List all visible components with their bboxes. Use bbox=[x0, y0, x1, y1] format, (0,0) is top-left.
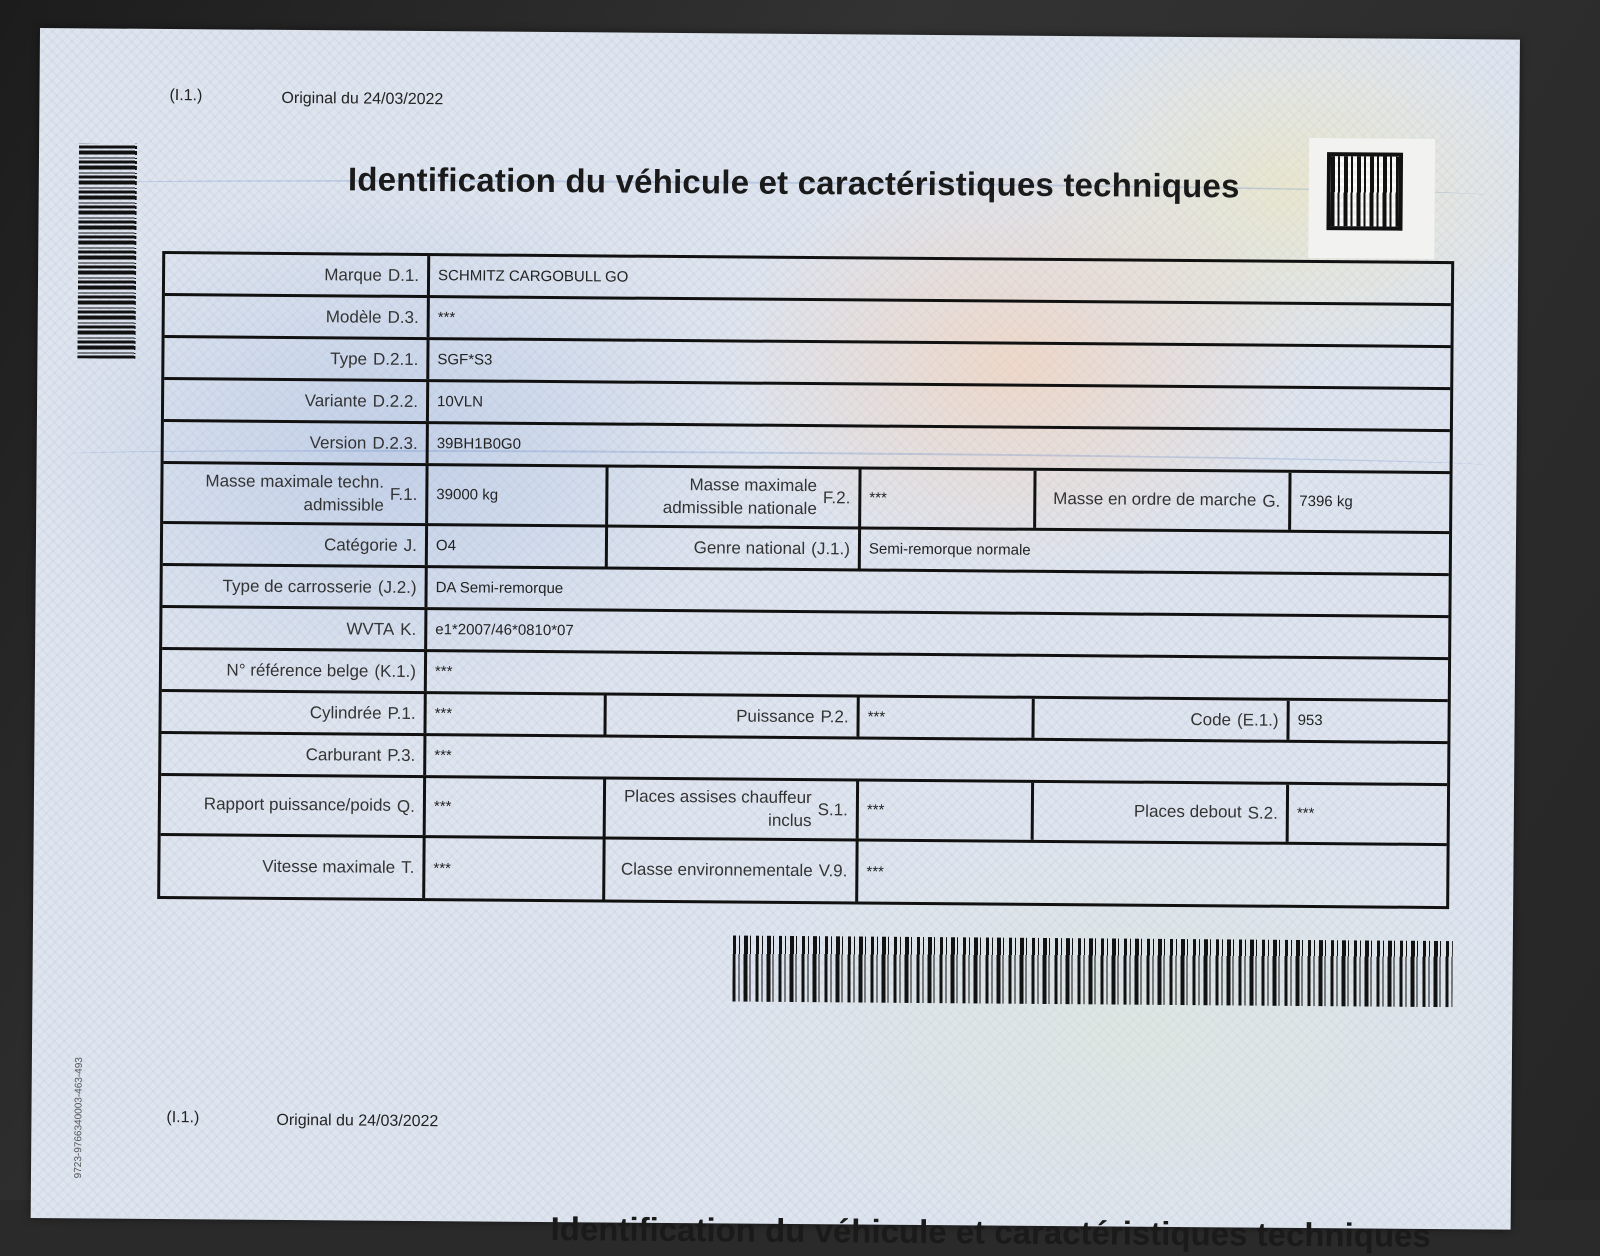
f1-value: 39000 kg bbox=[428, 466, 608, 524]
wvta-code: K. bbox=[400, 619, 417, 639]
categorie-label: Catégorie bbox=[323, 534, 398, 555]
rapport-value: *** bbox=[426, 778, 606, 836]
modele-value: *** bbox=[437, 309, 456, 327]
rapport-code: Q. bbox=[396, 796, 415, 816]
vitesse-code: T. bbox=[401, 857, 415, 877]
rapport-label: Rapport puissance/poids bbox=[203, 794, 392, 816]
categorie-code: J. bbox=[403, 535, 418, 555]
cylindree-label: Cylindrée bbox=[309, 702, 382, 723]
wvta-label: WVTA bbox=[346, 618, 395, 639]
s2-value: *** bbox=[1296, 804, 1315, 823]
label-cell bbox=[161, 734, 426, 775]
type-label: Type bbox=[330, 348, 368, 369]
modele-label: Modèle bbox=[325, 306, 382, 327]
label-cell bbox=[163, 464, 428, 523]
genre-code: (J.1.) bbox=[811, 538, 851, 558]
modele-code: D.3. bbox=[387, 307, 419, 327]
code-code: (E.1.) bbox=[1236, 709, 1279, 730]
marque-value: SCHMITZ CARGOBULL GO bbox=[438, 267, 629, 286]
document-sheet bbox=[31, 28, 1520, 1254]
label-cell bbox=[1034, 783, 1289, 842]
marque-code: D.1. bbox=[387, 265, 420, 285]
f2-code: F.2. bbox=[822, 487, 851, 507]
marque-label: Marque bbox=[324, 264, 382, 285]
table-row bbox=[160, 836, 1446, 906]
s2-code: S.2. bbox=[1247, 803, 1278, 823]
type-code: D.2.1. bbox=[372, 349, 419, 369]
vertical-barcode bbox=[77, 143, 137, 358]
carrosserie-code: (J.2.) bbox=[377, 577, 417, 597]
f2-value: *** bbox=[861, 469, 1036, 527]
qr-code bbox=[1308, 138, 1435, 259]
version-value: 39BH1B0G0 bbox=[436, 435, 522, 453]
label-cell bbox=[163, 524, 428, 565]
label-cell bbox=[164, 380, 429, 421]
cylindree-value: *** bbox=[426, 694, 606, 734]
code-value: 953 bbox=[1297, 711, 1323, 730]
variante-label: Variante bbox=[304, 390, 367, 411]
code-label: Code bbox=[1190, 709, 1232, 729]
label-cell bbox=[165, 296, 430, 337]
vehicle-data-table bbox=[157, 251, 1454, 909]
label-cell bbox=[160, 836, 425, 898]
g-value: 7396 kg bbox=[1299, 492, 1353, 511]
table-row bbox=[163, 464, 1449, 534]
puissance-value: *** bbox=[859, 697, 1034, 737]
g-code: G. bbox=[1262, 491, 1281, 511]
horizontal-barcode bbox=[732, 935, 1452, 1007]
label-cell bbox=[162, 608, 427, 649]
label-cell bbox=[162, 566, 427, 607]
label-cell bbox=[606, 779, 859, 838]
version-code: D.2.3. bbox=[372, 433, 418, 453]
label-cell bbox=[164, 338, 429, 379]
ref-belge-code: (K.1.) bbox=[374, 661, 417, 681]
document-title: Identification du véhicule et caractéristiques techniques bbox=[347, 160, 1240, 205]
label-cell bbox=[161, 692, 426, 733]
header-ref: (I.1.) bbox=[169, 87, 203, 105]
label-cell bbox=[1036, 471, 1291, 530]
f1-label: Masse maximale techn. admissible bbox=[205, 471, 385, 515]
label-cell bbox=[608, 527, 861, 568]
ref-belge-label: N° référence belge bbox=[226, 659, 369, 681]
ref-belge-value: *** bbox=[434, 663, 453, 681]
label-cell bbox=[1034, 699, 1289, 740]
carrosserie-label: Type de carrosserie bbox=[222, 575, 372, 597]
vitesse-value: *** bbox=[425, 838, 605, 899]
s2-label: Places debout bbox=[1133, 802, 1242, 822]
s1-value: *** bbox=[859, 781, 1034, 839]
v9-label: Classe environnementale bbox=[620, 859, 813, 881]
carburant-label: Carburant bbox=[305, 744, 382, 765]
categorie-value: O4 bbox=[428, 526, 608, 566]
genre-label: Genre national bbox=[693, 537, 806, 558]
carrosserie-value: DA Semi-remorque bbox=[435, 579, 564, 598]
label-cell bbox=[161, 776, 426, 835]
genre-value: Semi-remorque normale bbox=[868, 540, 1031, 559]
s1-label: Places assises chauffeur inclus bbox=[623, 787, 812, 830]
vitesse-label: Vitesse maximale bbox=[262, 856, 396, 877]
puissance-label: Puissance bbox=[736, 705, 815, 726]
variante-value: 10VLN bbox=[437, 393, 484, 411]
side-serial-code: 9723-9766340003-463-493 bbox=[72, 1057, 85, 1179]
label-cell bbox=[165, 254, 430, 295]
type-value: SGF*S3 bbox=[437, 351, 493, 369]
s1-code: S.1. bbox=[817, 799, 848, 819]
label-cell bbox=[605, 839, 858, 901]
label-cell bbox=[608, 467, 861, 526]
footer-ref: (I.1.) bbox=[166, 1109, 200, 1127]
label-cell bbox=[162, 650, 427, 691]
label-cell bbox=[164, 422, 429, 463]
carburant-code: P.3. bbox=[387, 745, 416, 765]
wvta-value: e1*2007/46*0810*07 bbox=[435, 621, 574, 640]
variante-code: D.2.2. bbox=[372, 391, 419, 411]
v9-code: V.9. bbox=[818, 861, 848, 881]
cylindree-code: P.1. bbox=[387, 703, 416, 723]
f2-label: Masse maximale admissible nationale bbox=[662, 475, 818, 518]
header-original-date: Original du 24/03/2022 bbox=[281, 89, 444, 109]
label-cell bbox=[606, 695, 859, 736]
f1-code: F.1. bbox=[389, 484, 418, 504]
g-label: Masse en ordre de marche bbox=[1053, 489, 1257, 511]
version-label: Version bbox=[309, 432, 367, 453]
footer-original-date: Original du 24/03/2022 bbox=[276, 1111, 439, 1131]
footer-cut-title bbox=[550, 1182, 1431, 1254]
carburant-value: *** bbox=[434, 747, 452, 765]
table-row bbox=[161, 776, 1447, 846]
footer-cut-title-text: Identification du véhicule et caractéristiques techniques bbox=[550, 1210, 1431, 1254]
v9-value: *** bbox=[866, 863, 884, 881]
puissance-code: P.2. bbox=[820, 706, 849, 726]
qr-code-pattern bbox=[1326, 152, 1403, 231]
